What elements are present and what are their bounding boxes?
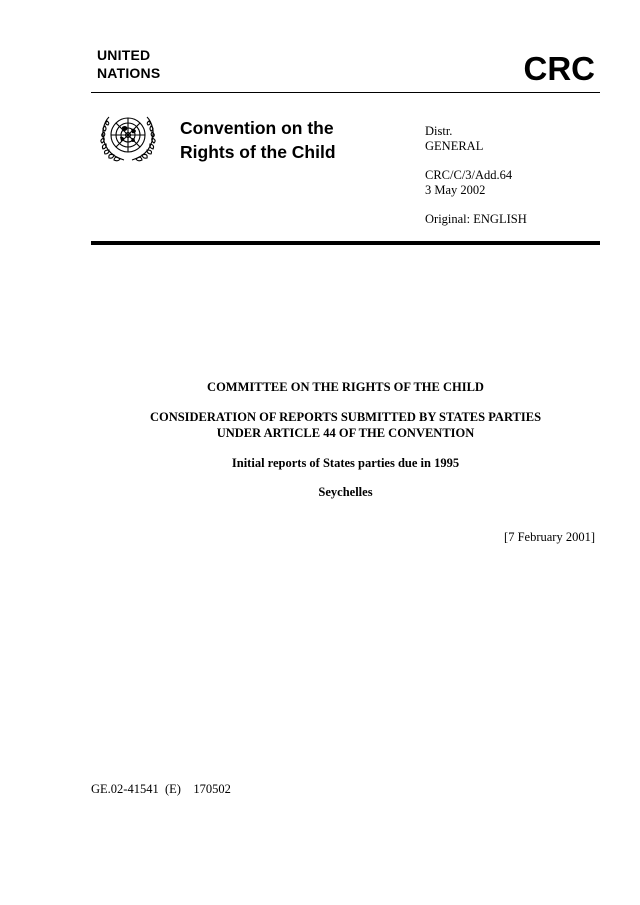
consideration-line-1: CONSIDERATION OF REPORTS SUBMITTED BY STATES PARTIES [149, 410, 542, 424]
initial-reports-heading: Initial reports of States parties due in 1995 [231, 456, 460, 470]
original-language: Original: ENGLISH [425, 212, 527, 226]
committee-heading: COMMITTEE ON THE RIGHTS OF THE CHILD [207, 380, 484, 394]
org-line-1: UNITED [97, 47, 151, 63]
distribution-value: GENERAL [425, 139, 484, 153]
consideration-heading [91, 409, 600, 441]
country-heading: Seychelles [318, 485, 373, 499]
header-bottom-rule [91, 241, 600, 245]
convention-title-line-2: Rights of the Child [180, 142, 336, 162]
received-date: [7 February 2001] [504, 530, 595, 544]
convention-title-line-1: Convention on the [180, 118, 334, 138]
organization-name [97, 46, 160, 82]
document-symbol: CRC/C/3/Add.64 [425, 168, 513, 182]
job-number: GE.02-41541 (E) 170502 [91, 782, 231, 796]
header-divider [91, 92, 600, 93]
un-emblem-icon [96, 110, 160, 166]
consideration-line-2: UNDER ARTICLE 44 OF THE CONVENTION [216, 426, 475, 440]
convention-title [180, 116, 336, 164]
org-line-2: NATIONS [97, 65, 161, 81]
document-metadata [425, 124, 527, 227]
issue-date: 3 May 2002 [425, 183, 486, 197]
document-series-symbol: CRC [523, 50, 595, 87]
distribution-label: Distr. [425, 124, 453, 138]
